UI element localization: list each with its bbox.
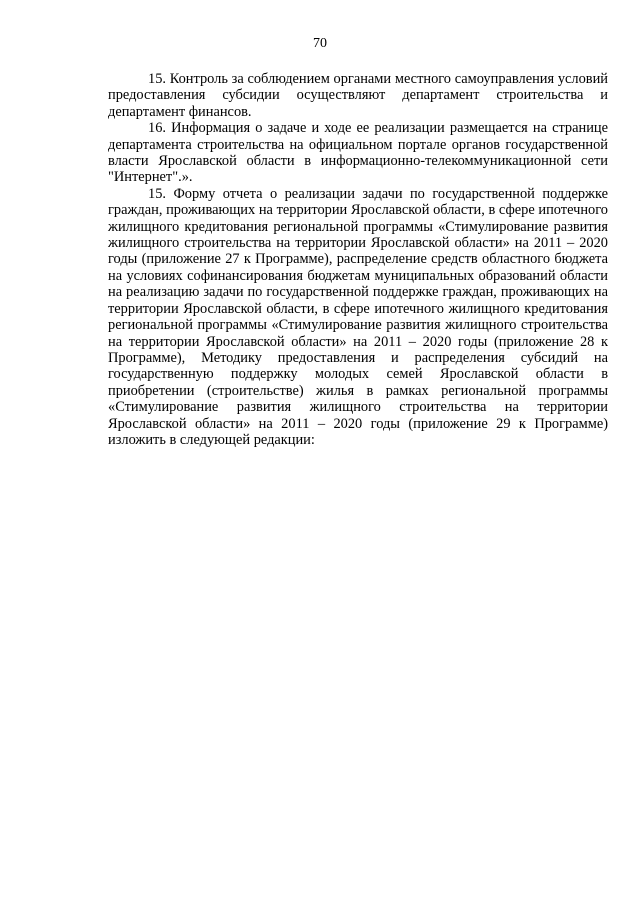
paragraph-control: 15. Контроль за соблюдением органами местного самоуправления условий предоставления субсидии осуществляют департамент строительства и департамент финансов. bbox=[108, 71, 608, 120]
document-body bbox=[108, 71, 608, 448]
paragraph-report-form: 15. Форму отчета о реализации задачи по государственной поддержке граждан, проживающих на территории Ярославской области, в сфере ипотечного жилищного кредитования региональной программы «Стимулирование развития жилищного строительства на территории Ярославской области» на 2011 – 2020 годы (приложение 27 к Программе), распределение средств областного бюджета на условиях софинансирования бюджетам муниципальных образований области на реализацию задачи по государственной поддержке граждан, проживающих на территории Ярославской области, в сфере ипотечного жилищного кредитования региональной программы «Стимулирование развития жилищного строительства на территории Ярославской области» на 2011 – 2020 годы (приложение 28 к Программе), Методику предоставления и распределения субсидий на государственную поддержку молодых семей Ярославской области в приобретении (строительстве) жилья в рамках региональной программы «Стимулирование развития жилищного строительства на территории Ярославской области» на 2011 – 2020 годы (приложение 29 к Программе) изложить в следующей редакции: bbox=[108, 185, 608, 448]
paragraph-information: 16. Информация о задаче и ходе ее реализации размещается на странице департамента строительства на официальном портале органов государственной власти Ярославской области в информационно-телекоммуникационной сети "Интернет".». bbox=[108, 120, 608, 186]
page-number: 70 bbox=[313, 36, 327, 51]
